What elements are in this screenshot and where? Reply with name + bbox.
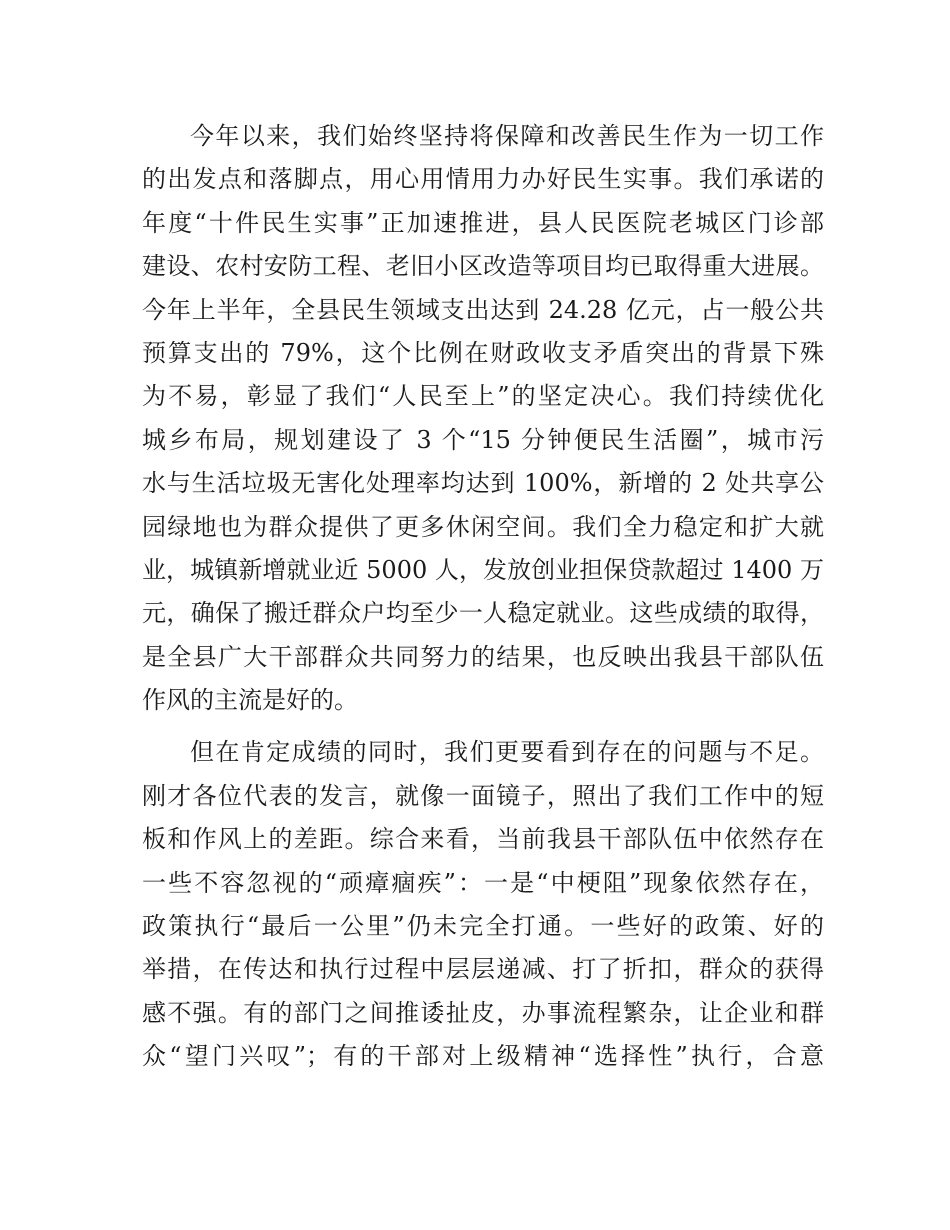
text-line: 是全县广大干部群众共同努力的结果，也反映出我县干部队伍 — [142, 642, 824, 671]
text-line: 刚才各位代表的发言，就像一面镜子，照出了我们工作中的短 — [142, 781, 824, 810]
text-line: 板和作风上的差距。综合来看，当前我县干部队伍中依然存在 — [142, 825, 824, 854]
text-line: 一些不容忽视的“顽瘴痼疾”：一是“中梗阻”现象依然存在， — [142, 868, 824, 897]
paragraph-1 — [142, 115, 824, 722]
text-line: 今年上半年，全县民生领域支出达到 24.28 亿元，占一般公共 — [142, 295, 824, 324]
paragraph-spacer — [142, 722, 824, 731]
text-line: 作风的主流是好的。 — [142, 686, 358, 715]
text-line: 园绿地也为群众提供了更多休闲空间。我们全力稳定和扩大就 — [142, 512, 824, 541]
text-line: 业，城镇新增就业近 5000 人，发放创业担保贷款超过 1400 万 — [142, 555, 824, 584]
text-line: 举措，在传达和执行过程中层层递减、打了折扣，群众的获得 — [142, 955, 824, 984]
text-line: 今年以来，我们始终坚持将保障和改善民生作为一切工作 — [190, 122, 824, 150]
text-line: 政策执行“最后一公里”仍未完全打通。一些好的政策、好的 — [142, 912, 824, 941]
text-line: 水与生活垃圾无害化处理率均达到 100%，新增的 2 处共享公 — [142, 469, 824, 498]
text-line: 城乡布局，规划建设了 3 个“15 分钟便民生活圈”，城市污 — [142, 425, 824, 454]
text-line: 建设、农村安防工程、老旧小区改造等项目均已取得重大进展。 — [142, 252, 824, 281]
text-line: 众“望门兴叹”；有的干部对上级精神“选择性”执行，合意 — [142, 1042, 824, 1071]
text-line: 但在肯定成绩的同时，我们更要看到存在的问题与不足。 — [190, 738, 824, 767]
text-line: 的出发点和落脚点，用心用情用力办好民生实事。我们承诺的 — [142, 165, 824, 194]
text-line: 感不强。有的部门之间推诿扯皮，办事流程繁杂，让企业和群 — [142, 998, 824, 1027]
text-line: 为不易，彰显了我们“人民至上”的坚定决心。我们持续优化 — [142, 382, 824, 411]
text-line: 元，确保了搬迁群众户均至少一人稳定就业。这些成绩的取得， — [142, 599, 824, 628]
text-line: 年度“十件民生实事”正加速推进，县人民医院老城区门诊部 — [142, 208, 824, 237]
paragraph-2 — [142, 731, 824, 1078]
text-line: 预算支出的 79%，这个比例在财政收支矛盾突出的背景下殊 — [142, 338, 824, 367]
document-body — [142, 115, 824, 1079]
